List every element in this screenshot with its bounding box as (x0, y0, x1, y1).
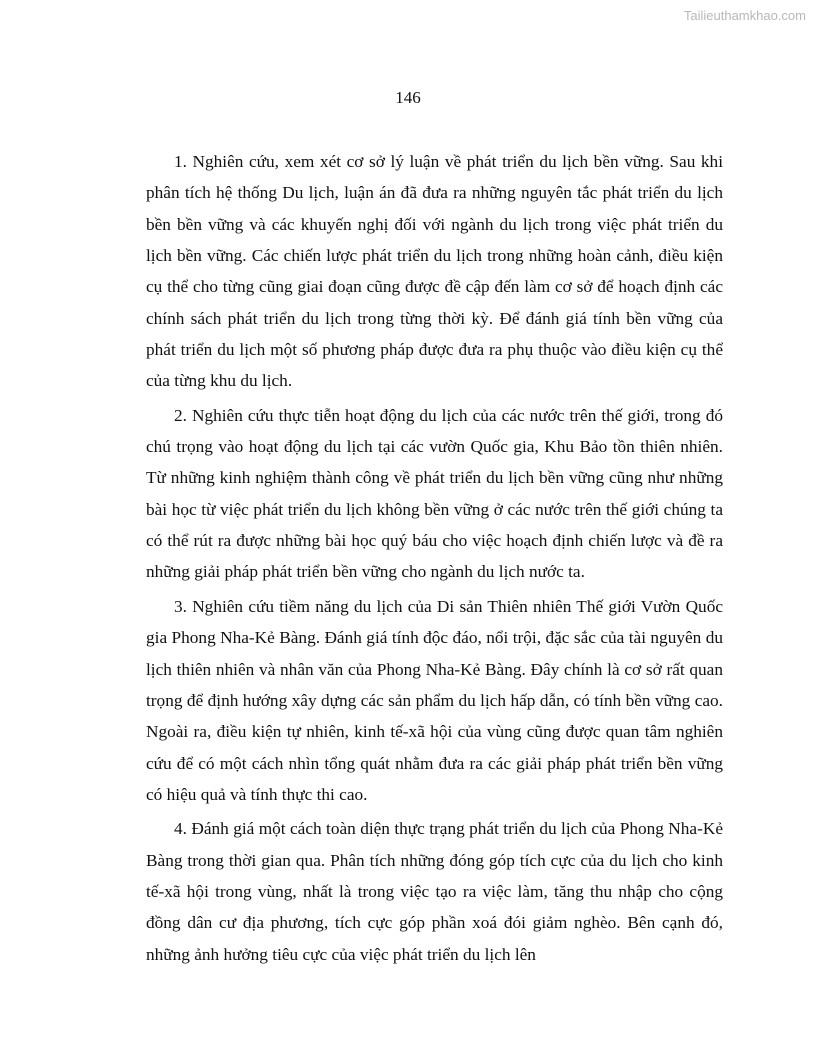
paragraph-1: 1. Nghiên cứu, xem xét cơ sở lý luận về phát triển du lịch bền vững. Sau khi phân tích hệ thống Du lịch, luận án đã đưa ra những nguyên tắc phát triển du lịch bền bền vững và các khuyến nghị đối với ngành du lịch trong việc phát triển du lịch bền vững. Các chiến lược phát triển du lịch trong những hoàn cảnh, điều kiện cụ thể cho từng cũng giai đoạn cũng được đề cập đến làm cơ sở để hoạch định các chính sách phát triển du lịch trong từng thời kỳ. Để đánh giá tính bền vững của phát triển du lịch một số phương pháp được đưa ra phụ thuộc vào điều kiện cụ thể của từng khu du lịch. (146, 152, 723, 391)
page-number: 146 (395, 88, 421, 107)
watermark-text: Tailieuthamkhao.com (683, 8, 806, 23)
paragraph-3: 3. Nghiên cứu tiềm năng du lịch của Di sản Thiên nhiên Thế giới Vườn Quốc gia Phong Nha-Kẻ Bàng. Đánh giá tính độc đáo, nổi trội, đặc sắc của tài nguyên du lịch thiên nhiên và nhân văn của Phong Nha-Kẻ Bàng. Đây chính là cơ sở rất quan trọng để định hướng xây dựng các sản phẩm du lịch hấp dẫn, có tính bền vững cao. Ngoài ra, điều kiện tự nhiên, kinh tế-xã hội của vùng cũng được quan tâm nghiên cứu để có một cách nhìn tổng quát nhằm đưa ra các giải pháp phát triển bền vững có hiệu quả và tính thực thi cao. (146, 596, 723, 804)
paragraph-2: 2. Nghiên cứu thực tiễn hoạt động du lịch của các nước trên thế giới, trong đó chú trọng vào hoạt động du lịch tại các vườn Quốc gia, Khu Bảo tồn thiên nhiên. Từ những kinh nghiệm thành công về phát triển du lịch bền vững cũng như những bài học từ việc phát triển du lịch không bền vững ở các nước trên thế giới chúng ta có thể rút ra được những bài học quý báu cho việc hoạch định chiến lược và đề ra những giải pháp phát triển bền vững cho ngành du lịch nước ta. (146, 405, 723, 582)
document-body (146, 146, 723, 973)
paragraph-4: 4. Đánh giá một cách toàn diện thực trạng phát triển du lịch của Phong Nha-Kẻ Bàng trong thời gian qua. Phân tích những đóng góp tích cực của du lịch cho kinh tế-xã hội trong vùng, nhất là trong việc tạo ra việc làm, tăng thu nhập cho cộng đồng dân cư địa phương, tích cực góp phần xoá đói giảm nghèo. Bên cạnh đó, những ảnh hưởng tiêu cực của việc phát triển du lịch lên (146, 819, 723, 964)
